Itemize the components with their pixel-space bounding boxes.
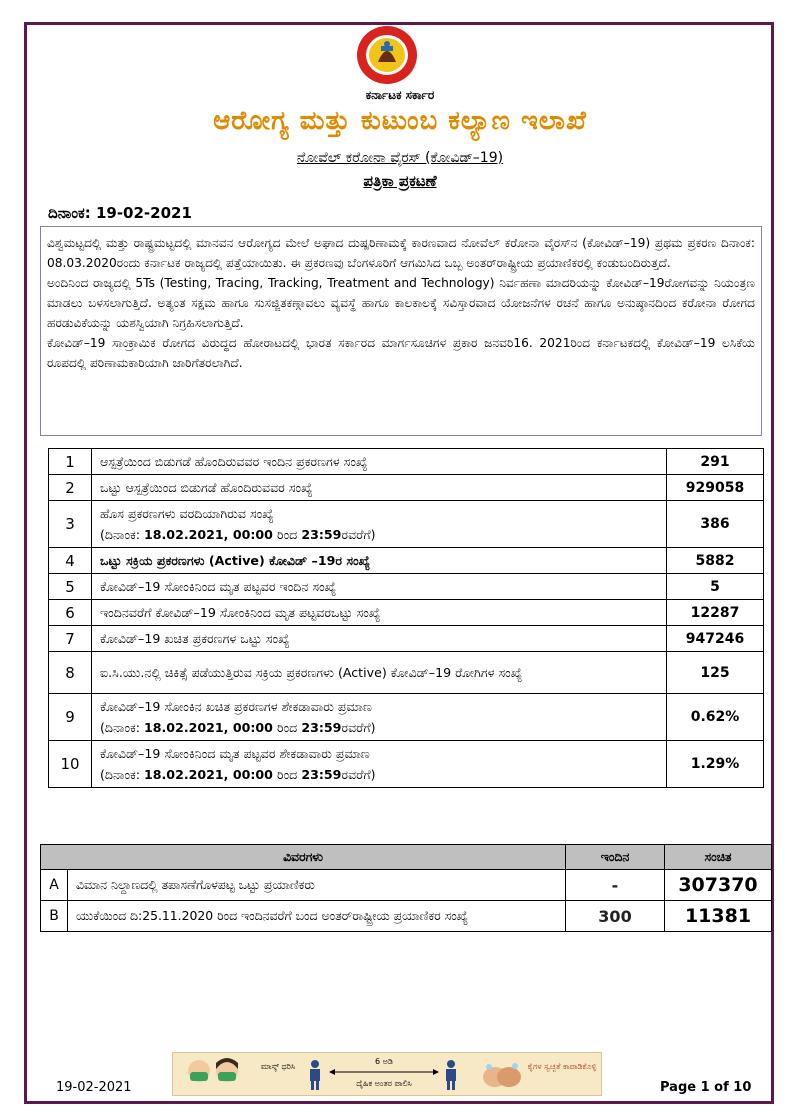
row-text: ಕೋವಿಡ್–19 ಸೋಂಕಿನ ಖಚಿತ ಪ್ರಕರಣಗಳ ಶೇಕಡಾವಾರು ಪ್ರಮಾಣ: [100, 699, 372, 714]
row-value: 929058: [667, 475, 764, 501]
stats-row: [49, 574, 764, 600]
department-title: ಆರೋಗ್ಯ ಮತ್ತು ಕುಟುಂಬ ಕಲ್ಯಾಣ ಇಲಾಖೆ: [213, 106, 587, 136]
date-range-part: 23:59: [301, 720, 342, 735]
date-range-part: 23:59: [301, 527, 342, 542]
stats-row: [49, 600, 764, 626]
row-letter: A: [41, 870, 68, 901]
row-number: 6: [49, 600, 92, 626]
stats-row: [49, 652, 764, 694]
traveller-row: [41, 901, 772, 932]
row-number: 9: [49, 694, 92, 741]
row-cumulative: 11381: [665, 901, 772, 932]
row-description: [92, 449, 667, 475]
row-description: [92, 600, 667, 626]
row-letter: B: [41, 901, 68, 932]
date-range-part: (ದಿನಾಂಕ:: [100, 527, 144, 542]
row-description: ಯುಕೆಯಿಂದ ದಿ:25.11.2020 ರಿಂದ ಇಂದಿನವರೆಗೆ ಬಂದ ಅಂತರ್‌ರಾಷ್ಟ್ರೀಯ ಪ್ರಯಾಣಿಕರ ಸಂಖ್ಯೆ: [68, 901, 566, 932]
row-description: [92, 741, 667, 788]
row-number: 2: [49, 475, 92, 501]
row-date-range: [100, 764, 658, 785]
row-value: 947246: [667, 626, 764, 652]
safety-banner: [172, 1052, 602, 1096]
distance-caption: ದೈಹಿಕ ಅಂತರ ಪಾಲಿಸಿ: [356, 1079, 412, 1088]
row-date-range: [100, 717, 658, 738]
date-range-part: ರವರೆಗೆ): [341, 720, 376, 735]
row-value: 1.29%: [667, 741, 764, 788]
stats-row: [49, 548, 764, 574]
row-number: 4: [49, 548, 92, 574]
row-description: [92, 501, 667, 548]
person-icon: [443, 1059, 459, 1091]
row-number: 3: [49, 501, 92, 548]
row-value: 386: [667, 501, 764, 548]
date-range-part: 18.02.2021, 00:00: [144, 527, 273, 542]
distance-arrow-icon: [329, 1068, 439, 1076]
row-text: ಒಟ್ಟು ಸಕ್ರಿಯ ಪ್ರಕರಣಗಳು (Active) ಕೋವಿಡ್ –19ರ ಸಂಖ್ಯೆ: [100, 553, 371, 568]
date-range-part: 23:59: [301, 767, 342, 782]
row-cumulative: 307370: [665, 870, 772, 901]
row-number: 8: [49, 652, 92, 694]
page-number: Page 1 of 10: [660, 1080, 752, 1095]
stats-row: [49, 449, 764, 475]
row-text: ಹೊಸ ಪ್ರಕರಣಗಳು ವರದಿಯಾಗಿರುವ ಸಂಖ್ಯೆ: [100, 506, 274, 521]
header-details: ವಿವರಗಳು: [41, 845, 566, 870]
person-icon: [307, 1059, 323, 1091]
date-range-part: 18.02.2021, 00:00: [144, 720, 273, 735]
row-value: 5: [667, 574, 764, 600]
stats-row: [49, 741, 764, 788]
row-text: ಕೋವಿಡ್–19 ಖಚಿತ ಪ್ರಕರಣಗಳ ಒಟ್ಟು ಸಂಖ್ಯೆ: [100, 631, 290, 646]
date-range-part: 18.02.2021, 00:00: [144, 767, 273, 782]
row-description: [92, 652, 667, 694]
date-range-part: ರಿಂದ: [272, 527, 302, 542]
row-text: ಇಂದಿನವರೆಗೆ ಕೋವಿಡ್–19 ಸೋಂಕಿನಿಂದ ಮೃತ ಪಟ್ಟವರಒಟ್ಟು ಸಂಖ್ಯೆ: [100, 605, 381, 620]
date-range-part: (ದಿನಾಂಕ:: [100, 720, 144, 735]
row-value: 291: [667, 449, 764, 475]
header-cumulative: ಸಂಚಿತ: [665, 845, 772, 870]
covid-stats-table: [48, 448, 764, 788]
row-number: 7: [49, 626, 92, 652]
traveller-row: [41, 870, 772, 901]
row-text: ಕೋವಿಡ್–19 ಸೋಂಕಿನಿಂದ ಮೃತ ಪಟ್ಟವರ ಇಂದಿನ ಸಂಖ್ಯೆ: [100, 579, 337, 594]
row-today: -: [566, 870, 665, 901]
hand-hygiene-caption: ಕೈಗಳ ಸ್ವಚ್ಛತೆ ಕಾಪಾಡಿಕೊಳ್ಳಿ: [527, 1062, 597, 1071]
press-date: ದಿನಾಂಕ: 19-02-2021: [48, 204, 192, 222]
row-description: [92, 548, 667, 574]
header-today: ಇಂದಿನ: [566, 845, 665, 870]
hand-wash-icon: [479, 1059, 525, 1091]
row-text: ಐ.ಸಿ.ಯು.ನಲ್ಲಿ ಚಿಕಿತ್ಸೆ ಪಡೆಯುತ್ತಿರುವ ಸಕ್ರಿಯ ಪ್ರಕರಣಗಳು (Active) ಕೋವಿಡ್–19 ರೋಗಿಗಳ ಸಂಖ್ಯೆ: [100, 665, 523, 680]
intro-paragraph: ಕೋವಿಡ್–19 ಸಾಂಕ್ರಾಮಿಕ ರೋಗದ ವಿರುದ್ಧದ ಹೋರಾಟದಲ್ಲಿ ಭಾರತ ಸರ್ಕಾರದ ಮಾರ್ಗಸೂಚಿಗಳ ಪ್ರಕಾರ ಜನವರಿ16. 2021ರಿಂದ ಕರ್ನಾಟಕದಲ್ಲಿ ಕೋವಿಡ್–19 ಲಸಿಕೆಯ ರೂಪದಲ್ಲಿ ಪರಿಣಾಮಕಾರಿಯಾಗಿ ಜಾರಿಗೆತರಲಾಗಿದೆ.: [47, 336, 755, 370]
stats-row: [49, 475, 764, 501]
row-description: [92, 626, 667, 652]
row-description: [92, 475, 667, 501]
row-value: 0.62%: [667, 694, 764, 741]
traveller-header-row: [41, 845, 772, 870]
date-range-part: (ದಿನಾಂಕ:: [100, 767, 144, 782]
intro-paragraph: ವಿಶ್ವಮಟ್ಟದಲ್ಲಿ ಮತ್ತು ರಾಷ್ಟ್ರಮಟ್ಟದಲ್ಲಿ ಮಾನವನ ಆರೋಗ್ಯದ ಮೇಲೆ ಅಘಾದ ದುಷ್ಪರಿಣಾಮಕ್ಕೆ ಕಾರಣವಾದ ನೋವೆಲ್ ಕರೋನಾ ವೈರಸ್‌ನ (ಕೋವಿಡ್–19) ಪ್ರಥಮ ಪ್ರಕರಣ ದಿನಾಂಕ: 08.03.2020ರಂದು ಕರ್ನಾಟಕ ರಾಜ್ಯದಲ್ಲಿ ಪತ್ತೆಯಾಯಿತು. ಈ ಪ್ರಕರಣವು ಬೆಂಗಳೂರಿಗೆ ಆಗಮಿಸಿದ ಒಬ್ಬ ಅಂತರ್‌ರಾಷ್ಟ್ರೀಯ ಪ್ರಯಾಣಿಕರಲ್ಲಿ ಕಂಡುಬಂದಿರುತ್ತದೆ.: [47, 236, 755, 270]
footer-date: 19-02-2021: [56, 1080, 132, 1095]
row-date-range: [100, 524, 658, 545]
date-range-part: ರಿಂದ: [272, 720, 302, 735]
mask-caption: ಮಾಸ್ಕ್ ಧರಿಸಿ: [260, 1062, 296, 1071]
document-type: ಪತ್ರಿಕಾ ಪ್ರಕಟಣೆ: [363, 172, 437, 190]
traveller-table: [40, 844, 772, 932]
date-range-part: ರವರೆಗೆ): [341, 767, 376, 782]
row-value: 125: [667, 652, 764, 694]
mask-people-icon: [181, 1057, 251, 1093]
stats-row: [49, 626, 764, 652]
row-text: ಕೋವಿಡ್–19 ಸೋಂಕಿನಿಂದ ಮೃತ ಪಟ್ಟವರ ಶೇಕಡಾವಾರು ಪ್ರಮಾಣ: [100, 746, 370, 761]
row-number: 10: [49, 741, 92, 788]
karnataka-emblem-icon: [345, 24, 429, 86]
row-text: ಆಸ್ಪತ್ರೆಯಿಂದ ಬಿಡುಗಡೆ ಹೊಂದಿರುವವರ ಇಂದಿನ ಪ್ರಕರಣಗಳ ಸಂಖ್ಯೆ: [100, 454, 368, 469]
row-number: 5: [49, 574, 92, 600]
intro-box: [40, 226, 762, 436]
stats-row: [49, 501, 764, 548]
row-value: 12287: [667, 600, 764, 626]
govt-name: ಕರ್ನಾಟಕ ಸರ್ಕಾರ: [365, 88, 435, 102]
row-description: [92, 574, 667, 600]
row-text: ಒಟ್ಟು ಆಸ್ಪತ್ರೆಯಿಂದ ಬಿಡುಗಡೆ ಹೊಂದಿರುವವರ ಸಂಖ್ಯೆ: [100, 480, 313, 495]
row-today: 300: [566, 901, 665, 932]
row-description: [92, 694, 667, 741]
row-number: 1: [49, 449, 92, 475]
subject-line: ನೋವೆಲ್ ಕರೋನಾ ವೈರಸ್ (ಕೋವಿಡ್–19): [296, 150, 504, 166]
distance-label: 6 ಅಡಿ: [375, 1057, 393, 1066]
date-range-part: ರಿಂದ: [272, 767, 302, 782]
stats-row: [49, 694, 764, 741]
row-value: 5882: [667, 548, 764, 574]
date-range-part: ರವರೆಗೆ): [341, 527, 376, 542]
row-description: ವಿಮಾನ ನಿಲ್ದಾಣದಲ್ಲಿ ತಪಾಸಣೆಗೊಳಪಟ್ಟ ಒಟ್ಟು ಪ್ರಯಾಣಿಕರು: [68, 870, 566, 901]
intro-paragraph: ಅಂದಿನಿಂದ ರಾಜ್ಯದಲ್ಲಿ 5Ts (Testing, Tracing, Tracking, Treatment and Technology) ನಿರ್ವಹಣಾ ಮಾದರಿಯನ್ನು ಕೋವಿಡ್–19ರೋಗವನ್ನು ನಿಯಂತ್ರಣ ಮಾಡಲು ಬಳಸಲಾಗುತ್ತಿದೆ. ಅತ್ಯಂತ ಸಕ್ಷಮ ಹಾಗೂ ಸುಸಜ್ಜಿತಕಣ್ಗಾವಲು ವ್ಯವಸ್ಥೆ ಹಾಗೂ ಕಾಲಕಾಲಕ್ಕೆ ಸವಿಸ್ತಾರವಾದ ಯೋಜನೆಗಳ ರಚನೆ ಹಾಗೂ ಅನುಷ್ಠಾನದಿಂದ ಕರೋನಾ ರೋಗದ ಹರಡುವಿಕೆಯನ್ನು ಯಶಸ್ವಿಯಾಗಿ ನಿಗ್ರಹಿಸಲಾಗುತ್ತಿದೆ.: [47, 276, 755, 330]
